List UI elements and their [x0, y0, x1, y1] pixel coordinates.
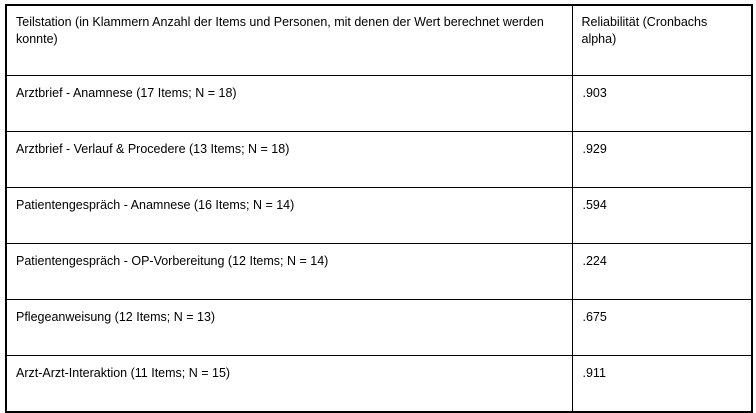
column-header-teilstation [6, 5, 572, 76]
row-label-text: Arzt-Arzt-Interaktion (11 Items; N = 15) [16, 366, 231, 380]
row-value-cell [572, 244, 752, 300]
row-value-cell [572, 300, 752, 356]
row-value-cell [572, 132, 752, 188]
row-label-cell [6, 188, 572, 244]
row-value-cell [572, 188, 752, 244]
row-value-text: .903 [582, 86, 607, 100]
table-header-row [6, 5, 752, 76]
row-value-cell [572, 76, 752, 132]
row-label-text: Pflegeanweisung (12 Items; N = 13) [16, 310, 216, 324]
row-value-text: .594 [582, 198, 607, 212]
row-value-text: .675 [582, 310, 607, 324]
row-label-text: Patientengespräch - Anamnese (16 Items; N = 14) [16, 198, 295, 212]
row-value-text: .911 [582, 366, 606, 380]
reliability-table [5, 4, 753, 413]
row-label-cell [6, 356, 572, 413]
row-value-text: .929 [582, 142, 607, 156]
row-label-cell [6, 132, 572, 188]
row-label-text: Patientengespräch - OP-Vorbereitung (12 Items; N = 14) [16, 254, 329, 268]
table-row [6, 132, 752, 188]
column-header-teilstation-text: Teilstation (in Klammern Anzahl der Items und Personen, mit denen der Wert berechnet werden konnte) [16, 15, 544, 46]
row-label-text: Arztbrief - Verlauf & Procedere (13 Items; N = 18) [16, 142, 290, 156]
table-row [6, 300, 752, 356]
row-label-text: Arztbrief - Anamnese (17 Items; N = 18) [16, 86, 237, 100]
table-header [6, 5, 752, 76]
column-header-reliabilitaet-text: Reliabilität (Cronbachs alpha) [581, 15, 708, 46]
table-row [6, 188, 752, 244]
row-value-cell [572, 356, 752, 413]
table-row [6, 76, 752, 132]
table-row [6, 356, 752, 413]
column-header-reliabilitaet [572, 5, 752, 76]
row-value-text: .224 [582, 254, 607, 268]
row-label-cell [6, 300, 572, 356]
row-label-cell [6, 244, 572, 300]
row-label-cell [6, 76, 572, 132]
table-body [6, 76, 752, 413]
table-row [6, 244, 752, 300]
